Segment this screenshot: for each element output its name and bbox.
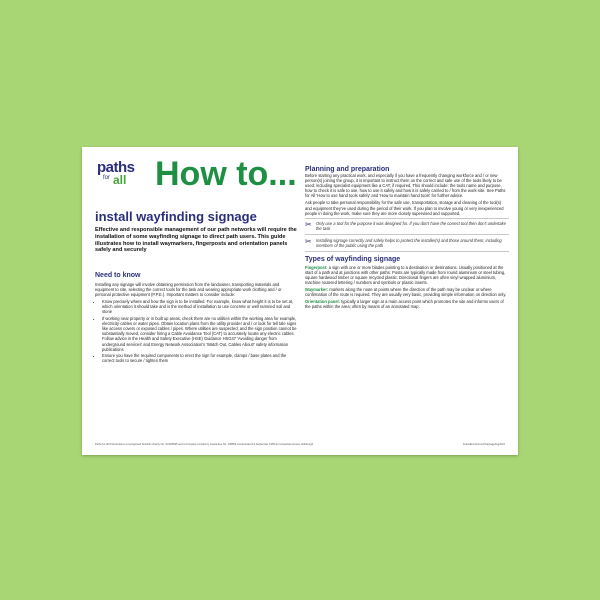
need-to-know-list [95, 299, 298, 363]
footer [95, 443, 505, 446]
divider [305, 234, 509, 235]
tip-1: ✂ Only use a tool for the purpose it was designed for. If you don't have the correct tool then don't undertake the task [305, 220, 506, 232]
page-subtitle: install wayfinding signage [95, 209, 257, 224]
page-title: How to... [155, 155, 297, 193]
planning-paragraph-2: Ask people to take personal responsibility for the safe use, transportation, storage and cleaning of the tool(s) and equipment they've used during the period of their work. If you plan to involve young or very inexperienced people in doing the work, make sure they are more closely supervised and supported. [305, 200, 504, 216]
tip-2: ✂ Installing signage correctly and safely helps to protect the installer(s) and those around them; including members of the public using the path [305, 236, 502, 249]
need-to-know-body [95, 282, 298, 365]
tools-icon: ✂ [305, 236, 312, 246]
guide-sheet [82, 147, 518, 455]
footer-reference: ActiveEnvironment/SignageAug2021 [462, 443, 505, 446]
tools-icon: ✂ [305, 220, 312, 230]
need-to-know-heading: Need to know [95, 272, 141, 279]
divider [305, 251, 509, 252]
planning-heading: Planning and preparation [305, 166, 390, 173]
planning-paragraph-1: Before starting any practical work, and especially if you have a frequently changing workforce and / or new person(s) joining the group, it is important to instruct them on the correct and safe use of the tools likely to be used; including specialist equipment like a CAT, if required. This should include: the tools name and purpose, how to check it is safe to use, how to use it safely and how it is safely carried to / from the work-site. See Paths for All 'How to use hand tools safely' and 'How to maintain hand tools' for further advice. [305, 173, 506, 199]
type-waymarker: Waymarker: markers along the route at points where the direction of the path may be unclear or where confirmation of the route is required. They are usually very basic, providing simple information on direction only. [305, 287, 507, 298]
list-item: • Ensure you have the required components to erect the sign for example, clamps / base plates and the correct tools to secure / tighten them [102, 353, 298, 363]
list-item: • Know precisely where and how the sign is to be installed. For example, know what height it is to be set at, which orientation it should take and is the method of installation to use concrete or well rammed soil and stone [102, 299, 298, 314]
type-orientation-panel: Orientation panel: typically a larger sign at a main access point which promotes the site and informs users of the paths within the area; often by means of an annotated map. [305, 299, 504, 310]
need-to-know-text: Installing any signage will involve obtaining permission from the landowner, transporting materials and equipment to site, selecting the correct tools for the task and wearing appropriate work clothing and / or personal protective equipment (P.P.E.). Important matters to consider include: [95, 282, 282, 298]
list-item: • If working near property or in built up areas, check there are no utilities within the working area for example, electricity cables or water pipes. Obtain location plans from the utility provider and / or look for tell tale signs like access covers or exposed cables / pipes. Where utilities are suspected, and the sign position cannot be substantially moved, consider hiring a Cable Avoidance Tool (CAT) to accurately locate any electric cables. Follow advice in the Health and Safety Executive (HSE) Guidance HSG47 'Avoiding danger from underground services' and Energy Network Association's 'Watch Out, Cables About!' safety information publications [102, 316, 298, 352]
type-fingerpost: Fingerpost: a sign with one or more blades pointing to a destination or destinations. Usually positioned at the start of a path and at junctions with other paths. Posts are typically made from round aluminium or steel tubing, square hardwood timber or square recycled plastic. Directional fingers are often vinyl wrapped aluminium, machine routered lettering / numbers and symbols or plastic inserts. [305, 264, 506, 285]
types-heading: Types of wayfinding signage [305, 255, 401, 263]
paths-for-all-logo: paths for all [97, 159, 135, 187]
footer-charity-text: Paths for All Partnership is a recognised Scottish Charity No: SC025535 and a Company Limited by Guarantee No: 168554 incorporated 19 September 1995 at Companies House, Edinburgh. [95, 443, 314, 446]
right-column [305, 166, 509, 311]
divider [305, 218, 509, 219]
intro-text: Effective and responsible management of our path networks will require the installation of some wayfinding signage to direct path users. This guide illustrates how to install waymarkers, fingerposts and orientation panels safely and securely [95, 227, 297, 254]
